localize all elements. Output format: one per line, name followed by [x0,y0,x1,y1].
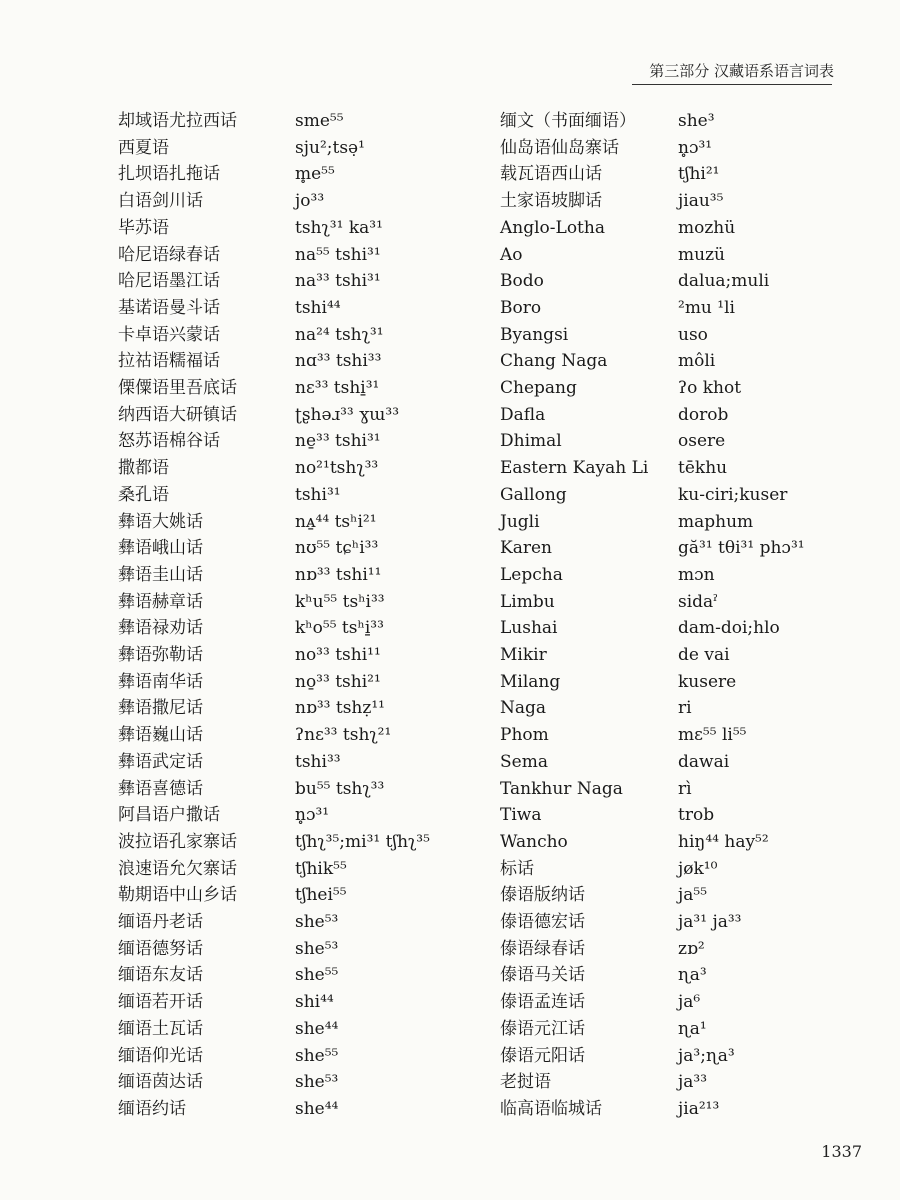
language-name: Boro [500,297,542,318]
language-name: 土家语坡脚话 [500,191,602,212]
language-name: Chepang [500,378,577,398]
entry-row [0,856,900,882]
word-form: tʃhik⁵⁵ [295,858,347,879]
language-name: 临高语临城话 [500,1098,602,1119]
language-name: 白语剑川话 [118,191,203,212]
language-name: Milang [500,671,561,692]
entry-row [0,802,900,828]
entry-row [0,882,900,908]
entry-row [0,1043,900,1069]
language-name: Dafla [500,404,546,425]
word-form: she³ [678,111,715,131]
language-name: Tiwa [500,805,542,826]
language-name: 彝语赫章话 [118,591,203,612]
language-name: Naga [500,698,547,719]
language-name: 彝语峨山话 [118,538,203,559]
language-name: Mikir [500,645,547,665]
word-form: na³³ tshi³¹ [295,271,381,292]
language-name: 缅语东友话 [118,965,203,986]
language-name: 彝语禄劝话 [118,618,203,639]
language-name: Karen [500,538,552,559]
word-form: ja⁶ [678,992,701,1013]
word-form: nɛ³³ tshi̱³¹ [295,378,380,398]
language-name: 波拉语孔家寨话 [118,831,237,852]
word-form: she⁵⁵ [295,965,339,986]
word-form: ja³³ [678,1072,708,1093]
language-name: 彝语武定话 [118,751,203,772]
word-form: n̥ɔ³¹ [678,137,713,158]
language-name: Lushai [500,618,558,639]
entry-row [0,962,900,988]
word-form: sju²;tsə̣¹ [295,137,365,158]
entry-row [0,1016,900,1042]
word-form: ɳa¹ [678,1018,707,1039]
word-form: sme⁵⁵ [295,111,344,131]
entry-row [0,749,900,775]
word-form: kusere [678,671,737,692]
word-form: jo³³ [295,191,325,212]
entry-row [0,562,900,588]
language-name: 傣语版纳话 [500,885,585,906]
word-form: de vai [678,645,730,665]
language-name: 傣语马关话 [500,965,585,986]
language-name: Byangsi [500,324,569,345]
entry-row [0,322,900,348]
language-name: Chang Naga [500,351,608,372]
word-form: she⁴⁴ [295,1018,339,1039]
word-form: kʰu⁵⁵ tsʰi³³ [295,591,385,612]
word-form: ²mu ¹li [678,297,735,318]
word-form: no̱³³ tshi²¹ [295,671,381,692]
word-form: tshi⁴⁴ [295,297,341,318]
language-name: 傣语元江话 [500,1018,585,1039]
language-name: Ao [500,244,523,265]
word-form: ne̱³³ tshi³¹ [295,431,381,452]
running-header: 第三部分 汉藏语系语言词表 [649,62,834,80]
language-name: Anglo-Lotha [500,217,605,238]
word-form: she⁵³ [295,938,339,959]
language-name: 傣语德宏话 [500,912,585,932]
word-form: mozhü [678,217,736,238]
word-form: ɳa³ [678,965,707,986]
word-form: môli [678,351,716,372]
word-form: she⁵³ [295,1072,339,1093]
entry-row [0,348,900,374]
entry-row [0,535,900,561]
word-form: dawai [678,751,730,772]
word-form: nɑ³³ tshi³³ [295,351,382,372]
word-form: m̥e⁵⁵ [295,164,335,185]
word-form: uso [678,324,708,345]
word-form: nᴀ̱⁴⁴ tsʰi²¹ [295,511,377,532]
word-form: tshi³¹ [295,484,341,505]
language-name: 缅文（书面缅语） [500,111,636,131]
entry-row [0,695,900,721]
language-name: 扎坝语扎拖话 [118,164,220,185]
entry-row [0,402,900,428]
word-form: nɒ³³ tshi¹¹ [295,564,382,585]
entry-row [0,589,900,615]
word-form: she⁵³ [295,912,339,932]
header-rule [632,84,832,85]
word-form: ja³;ɳa³ [678,1045,735,1066]
word-form: she⁴⁴ [295,1098,339,1119]
entry-row [0,455,900,481]
language-name: 缅语约话 [118,1098,186,1119]
language-name: 缅语茵达话 [118,1072,203,1093]
entry-row [0,989,900,1015]
language-name: 傣语孟连话 [500,992,585,1013]
entry-row [0,1069,900,1095]
entry-row [0,669,900,695]
entry-row [0,482,900,508]
entry-row [0,268,900,294]
entry-row [0,295,900,321]
word-form: maphum [678,511,754,532]
language-name: 怒苏语棉谷话 [118,431,220,452]
language-name: 彝语喜德话 [118,778,203,799]
word-form: tēkhu [678,458,728,479]
language-name: Tankhur Naga [500,778,623,799]
entry-row [0,1096,900,1122]
word-form: jøk¹⁰ [678,858,718,879]
entry-row [0,242,900,268]
word-form: tʃhei⁵⁵ [295,885,347,906]
entry-row [0,722,900,748]
word-form: jia²¹³ [678,1098,720,1119]
word-form: ri [678,698,692,719]
entry-row [0,375,900,401]
word-form: n̥ɔ³¹ [295,805,330,826]
entry-row [0,161,900,187]
language-name: 缅语土瓦话 [118,1018,203,1039]
language-name: Limbu [500,591,555,612]
entry-row [0,642,900,668]
entry-row [0,829,900,855]
word-form: kʰo⁵⁵ tsʰi̱³³ [295,618,384,639]
language-name: 勒期语中山乡话 [118,885,237,906]
word-form: no³³ tshi¹¹ [295,645,381,665]
entry-row [0,509,900,535]
word-form: na²⁴ tshʅ³¹ [295,324,384,345]
language-name: 傣语元阳话 [500,1045,585,1066]
language-name: Wancho [500,831,568,852]
word-form: na⁵⁵ tshi³¹ [295,244,381,265]
language-name: 彝语圭山话 [118,564,203,585]
language-name: 撒都语 [118,458,169,479]
entry-row [0,936,900,962]
word-form: jiau³⁵ [678,191,724,212]
word-form: muzü [678,244,725,265]
word-form: tʃhʅ³⁵;mi³¹ tʃhʅ³⁵ [295,831,430,852]
language-name: 彝语南华话 [118,671,203,692]
language-name: 缅语丹老话 [118,912,203,932]
page-number: 1337 [821,1142,862,1161]
language-name: 桑孔语 [118,484,169,505]
language-name: 基诺语曼斗话 [118,297,220,318]
word-form: bu⁵⁵ tshʅ³³ [295,778,385,799]
entry-row [0,135,900,161]
word-form: nɒ³³ tshẓ¹¹ [295,698,385,719]
word-form: ja⁵⁵ [678,885,708,906]
language-name: 浪速语允欠寨话 [118,858,237,879]
word-form: no²¹tshʅ³³ [295,458,379,479]
word-form: ja³¹ ja³³ [678,912,742,932]
word-form: zɒ² [678,938,705,959]
word-form: ʔnɛ³³ tshʅ²¹ [295,725,392,746]
word-form: shi⁴⁴ [295,992,334,1013]
entry-row [0,909,900,935]
language-name: 阿昌语户撒话 [118,805,220,826]
language-name: Dhimal [500,431,562,452]
language-name: Bodo [500,271,544,292]
language-name: Phom [500,725,549,746]
language-name: 缅语若开话 [118,992,203,1013]
language-name: 傈僳语里吾底话 [118,378,237,398]
word-form: dorob [678,404,729,425]
language-name: 西夏语 [118,137,169,158]
language-name: Eastern Kayah Li [500,458,649,479]
language-name: 标话 [500,858,534,879]
entry-row [0,615,900,641]
language-name: Gallong [500,484,567,505]
language-name: 却域语尤拉西话 [118,111,237,131]
word-form: dam-doi;hlo [678,618,780,639]
entry-row [0,188,900,214]
word-form: osere [678,431,726,452]
language-name: Lepcha [500,564,563,585]
language-name: 彝语弥勒话 [118,645,203,665]
word-form: hiŋ⁴⁴ hay⁵² [678,831,769,852]
language-name: 卡卓语兴蒙话 [118,324,220,345]
word-form: ʔo khot [678,378,742,398]
word-form: gă³¹ tθi³¹ phɔ³¹ [678,538,805,559]
word-form: rì [678,778,692,799]
language-name: 彝语撒尼话 [118,698,203,719]
word-form: sidaˀ [678,591,718,612]
word-form: tshʅ³¹ ka³¹ [295,217,383,238]
language-name: 仙岛语仙岛寨话 [500,137,619,158]
language-name: 哈尼语绿春话 [118,244,220,265]
language-name: 拉祜语糯福话 [118,351,220,372]
language-name: 缅语仰光话 [118,1045,203,1066]
entry-row [0,108,900,134]
word-form: ku-ciri;kuser [678,484,788,505]
word-form: trob [678,805,715,826]
word-form: tʃhi²¹ [678,164,720,185]
language-name: Jugli [500,511,540,532]
language-name: 彝语大姚话 [118,511,203,532]
word-form: nʊ⁵⁵ tɕʰi³³ [295,538,379,559]
language-name: 哈尼语墨江话 [118,271,220,292]
word-form: tshi³³ [295,751,341,772]
language-name: 载瓦语西山话 [500,164,602,185]
word-form: dalua;muli [678,271,770,292]
language-name: 纳西语大研镇话 [118,404,237,425]
language-name: Sema [500,751,548,772]
entry-row [0,428,900,454]
language-name: 彝语巍山话 [118,725,203,746]
language-name: 缅语德努话 [118,938,203,959]
language-name: 老挝语 [500,1072,551,1093]
word-form: she⁵⁵ [295,1045,339,1066]
language-name: 毕苏语 [118,217,169,238]
word-form: mɔn [678,564,715,585]
entry-row [0,215,900,241]
entry-row [0,776,900,802]
language-name: 傣语绿春话 [500,938,585,959]
word-form: mɛ⁵⁵ li⁵⁵ [678,725,747,746]
word-form: ʈʂhəɹ³³ ɣɯ³³ [295,404,400,425]
